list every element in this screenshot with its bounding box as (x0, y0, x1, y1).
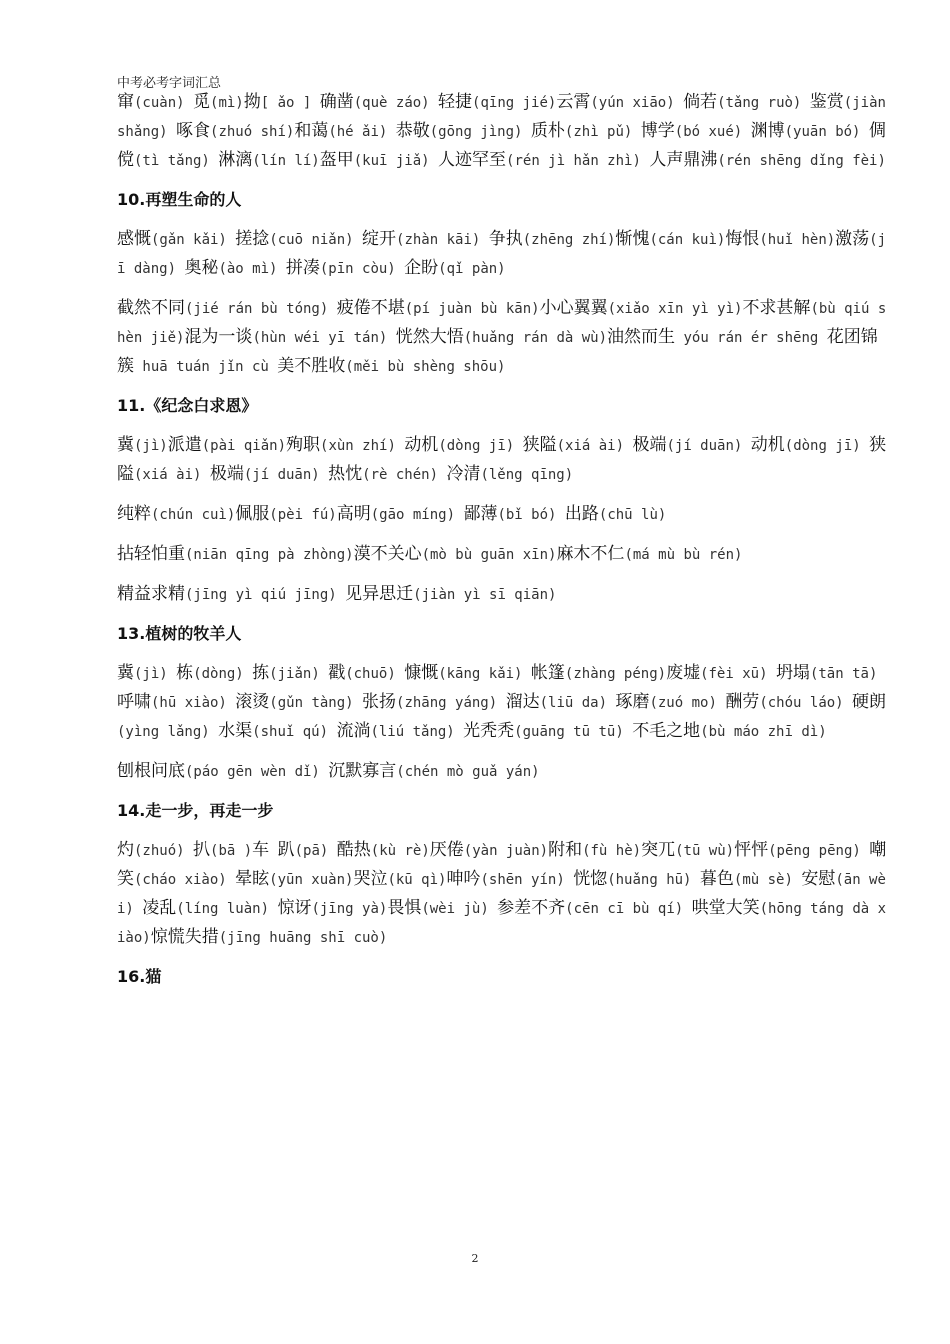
vocab-paragraph (117, 500, 892, 529)
vocab-word: 流淌 (336, 721, 371, 741)
vocab-word: 质朴 (530, 121, 565, 141)
pinyin-reading: (bó xué) (674, 124, 751, 140)
pinyin-reading: (yuān bó) (784, 124, 869, 140)
pinyin-reading: (hū xiào) (151, 695, 236, 711)
pinyin-reading: (lín lí) (252, 153, 320, 169)
vocab-word: 沉默寡言 (328, 761, 397, 781)
pinyin-reading: (jì) (134, 666, 177, 682)
section-heading: 10.再塑生命的人 (117, 190, 242, 209)
pinyin-reading: (jīng yì qiú jīng) (185, 587, 346, 603)
pinyin-reading: (hé ǎi) (328, 124, 396, 140)
vocab-word: 恍惚 (573, 869, 608, 889)
vocab-word: 拣 (252, 663, 270, 683)
pinyin-reading: (ān wèi) (117, 872, 886, 917)
pinyin-reading: (rén jì hǎn zhì) (506, 153, 650, 169)
pinyin-reading: (què záo) (353, 95, 439, 111)
document-body (117, 88, 892, 1002)
pinyin-reading: [ ǎo ] (260, 95, 320, 111)
pinyin-reading: (wèi jù) (421, 901, 498, 917)
vocab-word: 硬朗 (852, 692, 887, 712)
vocab-word: 栋 (176, 663, 194, 683)
vocab-word: 不毛之地 (632, 721, 701, 741)
vocab-word: 坍塌 (775, 663, 810, 683)
vocab-word: 厌倦 (429, 840, 464, 860)
vocab-word: 觅 (193, 92, 211, 112)
vocab-word: 争执 (488, 229, 523, 249)
pinyin-reading: (líng luàn) (176, 901, 278, 917)
vocab-word: 拈轻怕重 (117, 544, 185, 564)
pinyin-reading: (pīn còu) (319, 261, 405, 277)
vocab-paragraph (117, 659, 892, 746)
vocab-word: 盔甲 (319, 150, 354, 170)
pinyin-reading: (jí duān) (666, 438, 751, 454)
vocab-word: 冷清 (446, 464, 481, 484)
pinyin-reading: (zhēng zhí) (522, 232, 616, 248)
vocab-word: 车 (252, 840, 270, 860)
vocab-word: 哭泣 (353, 869, 388, 889)
vocab-word: 极端 (209, 464, 244, 484)
vocab-word: 淋漓 (218, 150, 253, 170)
pinyin-reading: (huǎng rán dà wù) (463, 330, 608, 346)
vocab-word: 漠不关心 (353, 544, 422, 564)
vocab-word: 附和 (548, 840, 583, 860)
pinyin-reading: (kuī jiǎ) (353, 153, 439, 169)
pinyin-reading: (xiá ài) (556, 438, 633, 454)
vocab-word: 绽开 (362, 229, 397, 249)
pinyin-reading: (dòng jī) (438, 438, 523, 454)
pinyin-reading: (tū wù) (675, 843, 735, 859)
vocab-word: 恭敬 (395, 121, 430, 141)
pinyin-reading: (rén shēng dǐng fèi) (717, 153, 886, 169)
vocab-word: 搓捻 (235, 229, 270, 249)
vocab-word: 呻吟 (446, 869, 481, 889)
pinyin-reading: (tān tā) (809, 666, 878, 682)
section-heading: 13.植树的牧羊人 (117, 624, 242, 643)
pinyin-reading: (qǐ pàn) (438, 261, 506, 277)
vocab-word: 企盼 (404, 258, 439, 278)
vocab-word: 感慨 (117, 229, 151, 249)
pinyin-reading: (pā) (294, 843, 337, 859)
pinyin-reading: (mì) (210, 95, 244, 111)
pinyin-reading: (huǐ hèn) (759, 232, 836, 248)
vocab-word: 扒 (193, 840, 211, 860)
vocab-word: 惭愧 (615, 229, 650, 249)
pinyin-reading: (fù hè) (582, 843, 642, 859)
pinyin-reading: (yàn juàn) (463, 843, 549, 859)
vocab-word: 殉职 (286, 435, 321, 455)
vocab-word: 倜傥 (117, 121, 886, 170)
vocab-word: 极端 (632, 435, 667, 455)
pinyin-reading: (gǎn kǎi) (151, 232, 236, 248)
pinyin-reading: (jī dàng) (117, 232, 887, 277)
pinyin-reading (269, 843, 277, 859)
pinyin-reading: (zhuó shí) (210, 124, 295, 140)
pinyin-reading: (pèi fú) (269, 507, 337, 523)
pinyin-reading: (liú tǎng) (370, 724, 464, 740)
vocab-word: 张扬 (362, 692, 397, 712)
vocab-word: 花团锦簇 (117, 327, 878, 376)
vocab-word: 窜 (117, 92, 134, 112)
pinyin-reading: (bù máo zhī dì) (700, 724, 827, 740)
vocab-paragraph (117, 225, 892, 283)
pinyin-reading: (chóu láo) (759, 695, 853, 711)
pinyin-reading: (cuō niǎn) (269, 232, 363, 248)
pinyin-reading: (cán kuì) (649, 232, 726, 248)
vocab-word: 废墟 (666, 663, 701, 683)
vocab-word: 刨根问底 (117, 761, 185, 781)
pinyin-reading: (gǔn tàng) (269, 695, 363, 711)
vocab-word: 狭隘 (117, 435, 887, 484)
pinyin-reading: (hùn wéi yī tán) (252, 330, 396, 346)
section-heading: 11.《纪念白求恩》 (117, 396, 258, 415)
vocab-word: 奥秘 (184, 258, 219, 278)
running-header: 中考必考字词汇总 (117, 76, 222, 91)
pinyin-reading: (shēn yín) (480, 872, 574, 888)
vocab-word: 啄食 (176, 121, 211, 141)
vocab-word: 溜达 (505, 692, 540, 712)
vocab-paragraph (117, 580, 892, 609)
vocab-word: 参差不齐 (497, 898, 566, 918)
vocab-word: 美不胜收 (277, 356, 346, 376)
vocab-word: 突兀 (641, 840, 676, 860)
pinyin-reading: (xiǎo xīn yì yì) (607, 301, 743, 317)
pinyin-reading: huā tuán jǐn cù (134, 359, 278, 375)
vocab-paragraph (117, 836, 892, 952)
vocab-paragraph (117, 540, 892, 569)
pinyin-reading: (kāng kǎi) (438, 666, 531, 682)
pinyin-reading: (zhàng péng) (564, 666, 667, 682)
pinyin-reading: (pí juàn bù kān) (404, 301, 540, 317)
vocab-word: 人迹罕至 (438, 150, 507, 170)
pinyin-reading: (dòng jī) (784, 438, 870, 454)
vocab-word: 麻木不仁 (556, 544, 625, 564)
pinyin-reading: yóu rán ér shēng (675, 330, 827, 346)
pinyin-reading: (jīng yà) (311, 901, 388, 917)
vocab-word: 鄙薄 (463, 504, 498, 524)
pinyin-reading: (ào mì) (218, 261, 286, 277)
vocab-word: 帐篷 (530, 663, 565, 683)
vocab-word: 酷热 (336, 840, 371, 860)
vocab-word: 见异思迁 (345, 584, 414, 604)
vocab-word: 慷慨 (404, 663, 439, 683)
vocab-word: 拗 (243, 92, 261, 112)
vocab-word: 轻捷 (438, 92, 473, 112)
vocab-word: 怦怦 (734, 840, 769, 860)
pinyin-reading: (zhàn kāi) (396, 232, 489, 248)
vocab-word: 晕眩 (235, 869, 270, 889)
pinyin-reading: (hōng táng dà xiào) (117, 901, 887, 946)
pinyin-reading: (huǎng hū) (607, 872, 700, 888)
vocab-word: 灼 (117, 840, 134, 860)
vocab-word: 油然而生 (607, 327, 676, 347)
pinyin-reading: (zhuó) (134, 843, 194, 859)
vocab-word: 惊讶 (277, 898, 312, 918)
pinyin-reading: (gāo míng) (370, 507, 464, 523)
page-number: 2 (471, 1252, 479, 1265)
pinyin-reading: (chún cuì) (151, 507, 236, 523)
vocab-word: 云霄 (556, 92, 591, 112)
vocab-word: 博学 (640, 121, 675, 141)
vocab-word: 鉴赏 (809, 92, 844, 112)
pinyin-reading: (jié rán bù tóng) (185, 301, 337, 317)
vocab-paragraph (117, 88, 892, 175)
vocab-word: 高明 (336, 504, 371, 524)
vocab-word: 惊慌失措 (150, 927, 219, 947)
vocab-word: 恍然大悟 (395, 327, 464, 347)
pinyin-reading: (jiǎn) (269, 666, 329, 682)
vocab-word: 不求甚解 (742, 298, 811, 318)
vocab-paragraph (117, 294, 892, 381)
pinyin-reading: (jiàn yì sī qiān) (413, 587, 557, 603)
vocab-word: 渊博 (750, 121, 785, 141)
pinyin-reading: (cēn cī bù qí) (565, 901, 692, 917)
pinyin-reading: (gōng jìng) (429, 124, 531, 140)
pinyin-reading: (má mù bù rén) (624, 547, 743, 563)
vocab-word: 畏惧 (387, 898, 422, 918)
pinyin-reading: (cháo xiào) (134, 872, 236, 888)
pinyin-reading: (chuō) (345, 666, 405, 682)
vocab-word: 安慰 (801, 869, 836, 889)
vocab-word: 人声鼎沸 (649, 150, 718, 170)
pinyin-reading: (qīng jié) (472, 95, 557, 111)
pinyin-reading: (rè chén) (362, 467, 447, 483)
pinyin-reading: (shuǐ qú) (252, 724, 337, 740)
vocab-word: 激荡 (835, 229, 870, 249)
pinyin-reading: (chén mò guǎ yán) (396, 764, 540, 780)
vocab-word: 精益求精 (117, 584, 185, 604)
vocab-word: 水渠 (218, 721, 253, 741)
vocab-word: 混为一谈 (184, 327, 253, 347)
pinyin-reading: (liū da) (539, 695, 616, 711)
pinyin-reading: (zhì pǔ) (564, 124, 641, 140)
vocab-word: 拼凑 (285, 258, 320, 278)
vocab-word: 动机 (750, 435, 785, 455)
vocab-word: 佩服 (235, 504, 270, 524)
pinyin-reading: (bā ) (210, 843, 253, 859)
vocab-paragraph (117, 431, 892, 489)
pinyin-reading: (mù sè) (733, 872, 802, 888)
vocab-word: 热忱 (328, 464, 363, 484)
vocab-word: 暮色 (699, 869, 734, 889)
pinyin-reading: (měi bù shèng shōu) (345, 359, 506, 375)
vocab-word: 动机 (404, 435, 439, 455)
pinyin-reading: (xiá ài) (134, 467, 210, 483)
pinyin-reading: (tì tǎng) (134, 153, 219, 169)
pinyin-reading: (xùn zhí) (320, 438, 405, 454)
pinyin-reading: (fèi xū) (700, 666, 776, 682)
section-heading: 16.猫 (117, 967, 162, 986)
pinyin-reading: (mò bù guān xīn) (421, 547, 557, 563)
pinyin-reading: (yūn xuàn) (269, 872, 354, 888)
vocab-word: 悔恨 (725, 229, 760, 249)
pinyin-reading: (guāng tū tū) (514, 724, 633, 740)
vocab-word: 小心翼翼 (539, 298, 608, 318)
section-heading: 14.走一步，再走一步 (117, 801, 274, 820)
pinyin-reading: (tǎng ruò) (717, 95, 810, 111)
pinyin-reading: (chū lù) (598, 507, 667, 523)
pinyin-reading: (jiànshǎng) (117, 95, 886, 140)
vocab-word: 出路 (564, 504, 599, 524)
vocab-word: 琢磨 (615, 692, 650, 712)
vocab-word: 酬劳 (725, 692, 760, 712)
vocab-word: 冀 (117, 663, 134, 683)
pinyin-reading: (dòng) (193, 666, 253, 682)
pinyin-reading: (lěng qīng) (480, 467, 574, 483)
pinyin-reading: (niān qīng pà zhòng) (185, 547, 354, 563)
pinyin-reading: (bù qiú shèn jiě) (117, 301, 887, 346)
vocab-word: 纯粹 (117, 504, 151, 524)
pinyin-reading: (páo gēn wèn dǐ) (185, 764, 329, 780)
vocab-word: 狭隘 (522, 435, 557, 455)
vocab-word: 倘若 (683, 92, 718, 112)
pinyin-reading: (cuàn) (134, 95, 194, 111)
pinyin-reading: (bǐ bó) (497, 507, 565, 523)
vocab-word: 光秃秃 (463, 721, 515, 741)
vocab-word: 确凿 (319, 92, 354, 112)
vocab-word: 哄堂大笑 (691, 898, 760, 918)
vocab-word: 趴 (277, 840, 295, 860)
vocab-word: 呼啸 (117, 692, 151, 712)
pinyin-reading: (kù rè) (370, 843, 430, 859)
pinyin-reading: (yún xiāo) (590, 95, 684, 111)
pinyin-reading: (zhāng yáng) (396, 695, 506, 711)
vocab-word: 冀 (117, 435, 134, 455)
vocab-word: 截然不同 (117, 298, 185, 318)
vocab-word: 戳 (328, 663, 346, 683)
pinyin-reading: (pēng pēng) (768, 843, 870, 859)
pinyin-reading: (pài qiǎn) (201, 438, 287, 454)
vocab-word: 派遣 (167, 435, 202, 455)
pinyin-reading: (jīng huāng shī cuò) (218, 930, 388, 946)
pinyin-reading: (kū qì) (387, 872, 447, 888)
pinyin-reading: (jí duān) (243, 467, 329, 483)
pinyin-reading: (jì) (134, 438, 168, 454)
pinyin-reading: (zuó mo) (649, 695, 726, 711)
pinyin-reading: (yìng lǎng) (117, 724, 219, 740)
vocab-word: 滚烫 (235, 692, 270, 712)
vocab-word: 凌乱 (142, 898, 177, 918)
vocab-paragraph (117, 757, 892, 786)
vocab-word: 和蔼 (294, 121, 329, 141)
vocab-word: 疲倦不堪 (336, 298, 405, 318)
vocab-word: 嘲笑 (117, 840, 887, 889)
